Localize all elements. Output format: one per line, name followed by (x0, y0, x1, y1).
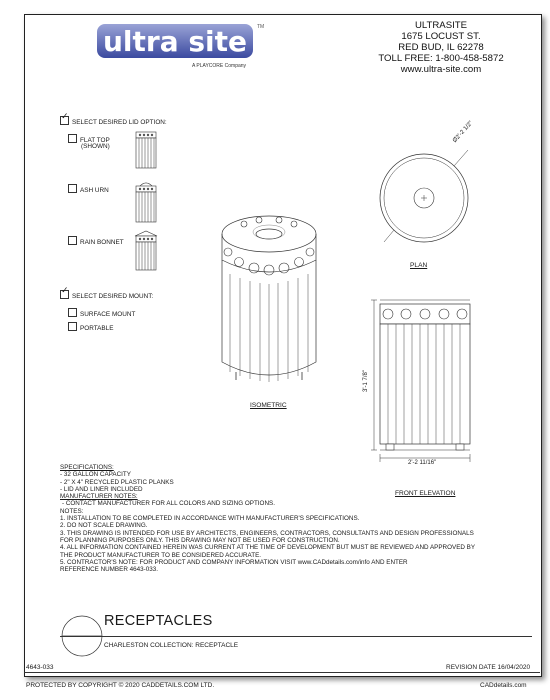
note-line: 4. ALL INFORMATION CONTAINED HEREIN WAS CURRENT AT THE TIME OF DEVELOPMENT BUT MUST BE REVIEWED AND APPROVED BY (60, 544, 476, 552)
notes-heading: NOTES: (60, 507, 84, 515)
revision-date: REVISION DATE 16/04/2020 (446, 664, 531, 671)
flat-top-thumbnail (134, 130, 158, 170)
flat-top-checkbox[interactable] (68, 134, 77, 143)
rain-bonnet-checkbox[interactable] (68, 236, 77, 245)
front-elevation-drawing (366, 294, 490, 474)
company-info (346, 20, 536, 75)
front-height-label: 3'-1 7/8" (363, 370, 369, 392)
mfr-notes-heading: MANUFACTURER NOTES: (60, 493, 138, 501)
ultrasite-logo (79, 20, 269, 80)
logo-tm: TM (257, 24, 265, 30)
mfr-note-line: - CONTACT MANUFACTURER FOR ALL COLORS AND SIZING OPTIONS. (62, 500, 275, 508)
lid-option-ash-urn[interactable]: ASH URN (68, 184, 109, 195)
lid-option-checkbox[interactable] (60, 116, 69, 125)
specs-heading: SPECIFICATIONS: (60, 464, 114, 471)
note-line: 3. THIS DRAWING IS INTENDED FOR USE BY ARCHITECTS, ENGINEERS, CONTRACTORS, CONSULTANTS AND DESIGN PROFESSIONALS (60, 529, 474, 537)
company-web[interactable]: www.ultra-site.com (400, 64, 482, 75)
mount-option-portable[interactable]: PORTABLE (68, 322, 114, 333)
company-phone: TOLL FREE: 1-800-458-5872 (378, 53, 504, 64)
isometric-drawing (214, 212, 324, 388)
mount-option-surface[interactable]: SURFACE MOUNT (68, 308, 135, 319)
mount-option-heading[interactable]: ✓SELECT DESIRED MOUNT: (60, 290, 153, 301)
footer-divider (24, 672, 540, 673)
specifications-notes (60, 464, 540, 573)
note-line: 5. CONTRACTOR'S NOTE: FOR PRODUCT AND COMPANY INFORMATION VISIT www.CADdetails.com/info AND ENTER (60, 558, 408, 566)
logo-wordmark: ultra site (102, 25, 248, 58)
reference-number: 4643-033 (26, 664, 54, 671)
spec-line: - 32 GALLON CAPACITY (60, 471, 131, 479)
front-width-label: 2'-2 11/16" (408, 460, 437, 466)
lid-option-rain-bonnet[interactable]: RAIN BONNET (68, 236, 124, 247)
spec-line: - 2" X 4" RECYCLED PLASTIC PLANKS (60, 478, 174, 486)
logo-tagline: A PLAYCORE Company (191, 63, 247, 69)
company-address2: RED BUD, IL 62278 (398, 42, 484, 53)
lid-option-flat-top[interactable]: FLAT TOP (68, 134, 110, 145)
rain-bonnet-thumbnail (134, 230, 158, 272)
note-line: 2. DO NOT SCALE DRAWING. (60, 522, 148, 530)
note-line: FOR PLANNING PURPOSES ONLY. THIS DRAWING MAY NOT BE USED FOR CONSTRUCTION. (60, 536, 340, 544)
plan-caption: PLAN (410, 262, 428, 269)
company-address1: 1675 LOCUST ST. (401, 31, 481, 42)
plan-drawing (372, 130, 482, 250)
ash-urn-checkbox[interactable] (68, 184, 77, 193)
plan-diameter-label: Ø2'-2 1/2" (452, 120, 475, 145)
surface-mount-checkbox[interactable] (68, 308, 77, 317)
drawing-title: RECEPTACLES (104, 613, 213, 629)
company-name: ULTRASITE (414, 20, 468, 31)
portable-checkbox[interactable] (68, 322, 77, 331)
lid-option-heading[interactable]: ✓SELECT DESIRED LID OPTION: (60, 116, 167, 127)
copyright-notice: PROTECTED BY COPYRIGHT © 2020 CADDETAILS.COM LTD. (26, 682, 215, 689)
lid-option-flat-top-sub: (SHOWN) (81, 143, 110, 150)
title-divider (60, 636, 532, 637)
note-line: 1. INSTALLATION TO BE COMPLETED IN ACCORDANCE WITH MANUFACTURER'S SPECIFICATIONS. (60, 515, 360, 523)
note-line: THE PRODUCT MANUFACTURER TO BE CONSIDERED ACCURATE. (60, 551, 262, 559)
drawing-subtitle: CHARLESTON COLLECTION: RECEPTACLE (104, 642, 239, 649)
ash-urn-thumbnail (134, 180, 158, 224)
spec-line: - LID AND LINER INCLUDED (60, 485, 143, 493)
front-elevation-caption: FRONT ELEVATION (395, 490, 456, 497)
isometric-caption: ISOMETRIC (250, 402, 287, 409)
mount-option-checkbox[interactable] (60, 290, 69, 299)
caddetails-link[interactable]: CADdetails.com (480, 682, 527, 689)
note-line: REFERENCE NUMBER 4643-033. (60, 566, 158, 574)
